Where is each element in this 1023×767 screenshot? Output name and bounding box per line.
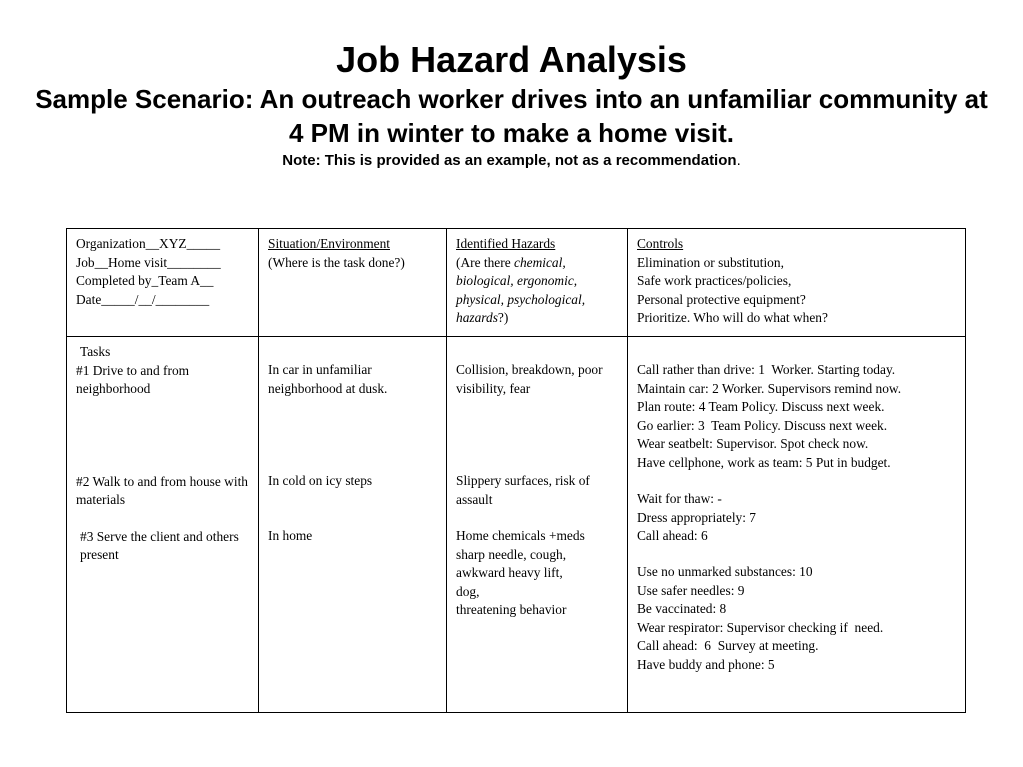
tasks-label: Tasks [80,344,111,359]
situation-item: In home [268,528,313,543]
hazards-header-prefix: (Are there [456,254,514,270]
scenario-subtitle: Sample Scenario: An outreach worker drives into an unfamiliar community at 4 PM in winter to make a home visit. [35,84,988,148]
control-line: Use no unmarked substances: 10 [637,564,813,579]
task-2-controls [637,490,957,563]
hazards-type-4: hazards [456,310,498,325]
hazard-line: awkward heavy lift, [456,565,563,580]
control-line: Have cellphone, work as team: 5 Put in budget. [637,454,891,470]
control-line: Wait for thaw: - [637,491,722,506]
hazards-type-1: chemical, [514,254,566,270]
date-line: Date_____/__/________ [76,291,210,307]
hazard-item: Collision, breakdown, poor visibility, fear [456,362,603,396]
page-title: Job Hazard Analysis [336,39,687,80]
table-header-row [67,229,966,337]
tasks-row [67,337,966,713]
controls-header-line: Prioritize. Who will do what when? [637,310,828,325]
situation-header-sub: (Where is the task done?) [268,254,405,270]
hazards-cell [447,337,628,713]
control-line: Use safer needles: 9 [637,582,745,598]
hazards-header-title: Identified Hazards [456,236,556,251]
control-line: Call ahead: 6 Survey at meeting. [637,638,819,653]
org-line: Organization__XYZ_____ [76,236,221,251]
note-text: Note: This is provided as an example, not as a recommendation [282,152,737,169]
task-3-controls [637,563,957,674]
task-1-controls [637,361,957,490]
title-block [0,38,1023,172]
control-line: Maintain car: 2 Worker. Supervisors remind now. [637,380,902,396]
hazard-line: threatening behavior [456,602,567,617]
hazard-item: Slippery surfaces, risk of assault [456,473,590,507]
tasks-cell [67,337,259,713]
disclaimer-note [0,150,1023,172]
control-line: Have buddy and phone: 5 [637,656,775,672]
controls-header-title: Controls [637,236,684,251]
control-line: Wear respirator: Supervisor checking if need. [637,619,884,635]
control-line: Dress appropriately: 7 [637,509,756,525]
hazard-line: dog, [456,583,480,599]
hazards-header-cell [447,229,628,337]
controls-header-line: Safe work practices/policies, [637,273,792,288]
situation-item: In car in unfamiliar neighborhood at dusk. [268,362,388,396]
hazards-type-3: physical, psychological, [456,291,586,307]
hazard-line: Home chemicals +meds [456,528,585,543]
note-period: . [736,152,741,169]
hazard-analysis-table [66,228,966,713]
situation-header-cell [259,229,447,337]
hazards-type-2: biological, ergonomic, [456,273,578,288]
org-info-cell [67,229,259,337]
control-line: Go earlier: 3 Team Policy. Discuss next week. [637,417,888,433]
controls-header-line: Personal protective equipment? [637,291,806,307]
hazard-line: sharp needle, cough, [456,546,567,562]
job-line: Job__Home visit________ [76,254,221,270]
situation-header-title: Situation/Environment [268,236,390,251]
control-line: Call ahead: 6 [637,528,708,543]
task-item: #2 Walk to and from house with materials [76,473,248,507]
controls-header-line: Elimination or substitution, [637,254,784,270]
task-item: #1 Drive to and from neighborhood [76,362,190,396]
controls-cell [628,337,966,713]
control-line: Plan route: 4 Team Policy. Discuss next week. [637,399,885,414]
completed-by-line: Completed by_Team A__ [76,273,214,288]
situation-item: In cold on icy steps [268,473,373,488]
control-line: Be vaccinated: 8 [637,601,727,616]
task-item: #3 Serve the client and others present [80,528,239,562]
hazards-header-suffix: ?) [497,310,509,325]
control-line: Wear seatbelt: Supervisor. Spot check now. [637,436,869,451]
control-line: Call rather than drive: 1 Worker. Starting today. [637,362,896,377]
situations-cell [259,337,447,713]
controls-header-cell [628,229,966,337]
